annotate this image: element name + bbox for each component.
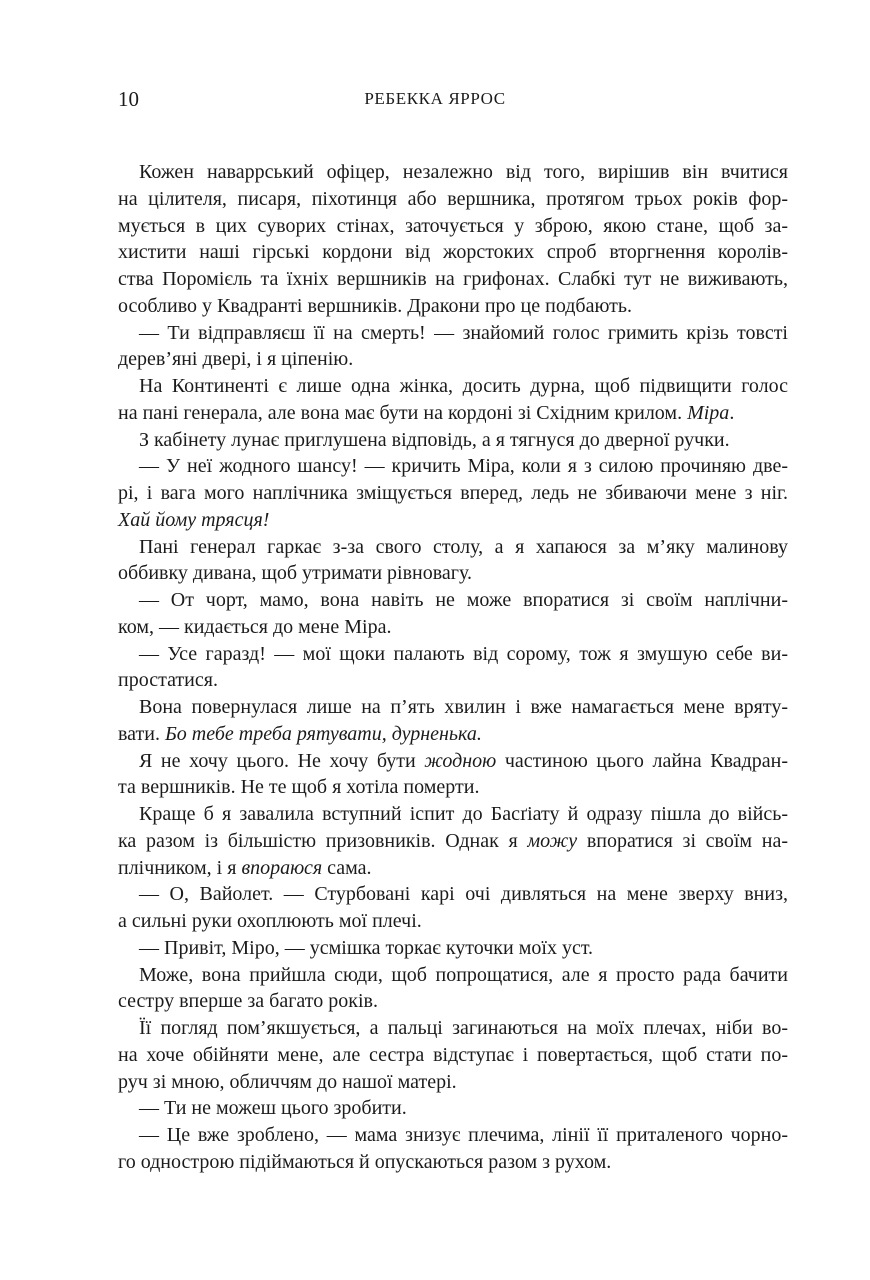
text-line: На Континенті є лише одна жінка, досить дурна, щоб підвищити голос bbox=[139, 375, 788, 397]
text-line: та вершників. Не те щоб я хотіла померти. bbox=[118, 776, 480, 799]
body-text bbox=[118, 159, 788, 1176]
paragraph bbox=[118, 159, 788, 320]
text-line: вати. Бо тебе треба рятувати, дурненька. bbox=[118, 722, 482, 745]
running-header: РЕБЕККА ЯРРОС bbox=[364, 89, 506, 108]
paragraph bbox=[118, 453, 788, 533]
text-line: Її погляд пом’якшується, а пальці загинаються на моїх плечах, ніби во- bbox=[139, 1017, 788, 1039]
text-line: дерев’яні двері, і я ціпенію. bbox=[118, 348, 354, 371]
text-line: мується в цих суворих стінах, заточується у зброю, якою стане, щоб за- bbox=[118, 214, 788, 237]
text-line: — У неї жодного шансу! — кричить Міра, коли я з силою прочиняю две- bbox=[139, 455, 788, 478]
paragraph bbox=[118, 587, 788, 641]
paragraph bbox=[118, 935, 788, 962]
text-line: Може, вона прийшла сюди, щоб попрощатися, але я просто рада бачити bbox=[139, 963, 788, 986]
text-line: — От чорт, мамо, вона навіть не може впоратися зі своїм наплічни- bbox=[139, 589, 788, 611]
text-line: Кожен наваррський офіцер, незалежно від того, вирішив він вчитися bbox=[139, 161, 788, 183]
text-line: — О, Вайолет. — Стурбовані карі очі дивляться на мене зверху вниз, bbox=[139, 883, 788, 906]
text-line: простатися. bbox=[118, 669, 218, 692]
text-line: Хай йому трясця! bbox=[118, 508, 270, 531]
text-line: — Ти не можеш цього зробити. bbox=[139, 1097, 407, 1120]
text-line: особливо у Квадранті вершників. Дракони про це подбають. bbox=[118, 294, 633, 317]
text-line: а сильні руки охоплюють мої плечі. bbox=[118, 910, 422, 932]
text-line: — Усе гаразд! — мої щоки палають від сорому, тож я змушую себе ви- bbox=[139, 642, 788, 665]
text-line: ка разом із більшістю призовників. Однак я можу впоратися зі своїм на- bbox=[118, 829, 788, 852]
paragraph bbox=[118, 641, 788, 695]
text-line: З кабінету лунає приглушена відповідь, а я тягнуся до дверної ручки. bbox=[139, 428, 730, 451]
text-line: — Привіт, Міро, — усмішка торкає куточки моїх уст. bbox=[139, 936, 594, 959]
text-line: го однострою підіймаються й опускаються разом з рухом. bbox=[118, 1150, 612, 1173]
paragraph bbox=[118, 1122, 788, 1176]
text-line: Я не хочу цього. Не хочу бути жодною частиною цього лайна Квадран- bbox=[139, 749, 789, 772]
text-line: ком, — кидається до мене Міра. bbox=[118, 615, 392, 638]
text-line: на пані генерала, але вона має бути на кордоні зі Східним крилом. Міра. bbox=[118, 401, 735, 424]
text-line: сестру вперше за багато років. bbox=[118, 990, 378, 1013]
text-line: Пані генерал гаркає з-за свого столу, а я хапаюся за м’яку малинову bbox=[139, 535, 788, 558]
paragraph bbox=[118, 1095, 788, 1122]
paragraph bbox=[118, 962, 788, 1016]
text-line: рі, і вага мого наплічника зміщується вперед, ледь не збиваючи мене з ніг. bbox=[118, 482, 788, 504]
paragraph bbox=[118, 748, 788, 802]
text-line: Краще б я завалила вступний іспит до Басґіату й одразу пішла до війсь- bbox=[139, 803, 788, 825]
text-line: плічником, і я впораюся сама. bbox=[118, 856, 372, 879]
text-line: на хоче обійняти мене, але сестра відступає і повертається, щоб стати по- bbox=[118, 1043, 788, 1066]
text-line: руч зі мною, обличчям до нашої матері. bbox=[118, 1070, 457, 1093]
page-number: 10 bbox=[118, 87, 139, 111]
paragraph bbox=[118, 427, 788, 454]
paragraph bbox=[118, 373, 788, 427]
paragraph bbox=[118, 320, 788, 374]
text-line: Вона повернулася лише на п’ять хвилин і вже намагається мене вряту- bbox=[139, 696, 788, 718]
paragraph bbox=[118, 1015, 788, 1095]
paragraph bbox=[118, 881, 788, 935]
paragraph bbox=[118, 534, 788, 588]
paragraph bbox=[118, 801, 788, 881]
text-line: — Це вже зроблено, — мама знизує плечима, лінії її приталеного чорно- bbox=[139, 1124, 788, 1146]
text-line: на цілителя, писаря, піхотинця або вершника, протягом трьох років фор- bbox=[118, 187, 788, 210]
text-line: хистити наші гірські кордони від жорстоких спроб вторгнення королів- bbox=[118, 241, 788, 264]
paragraph bbox=[118, 694, 788, 748]
text-line: — Ти відправляєш її на смерть! — знайомий голос гримить крізь товсті bbox=[139, 321, 788, 344]
text-line: ства Поромієль та їхніх вершників на грифонах. Слабкі тут не виживають, bbox=[118, 268, 788, 290]
text-line: оббивку дивана, щоб утримати рівновагу. bbox=[118, 562, 472, 585]
